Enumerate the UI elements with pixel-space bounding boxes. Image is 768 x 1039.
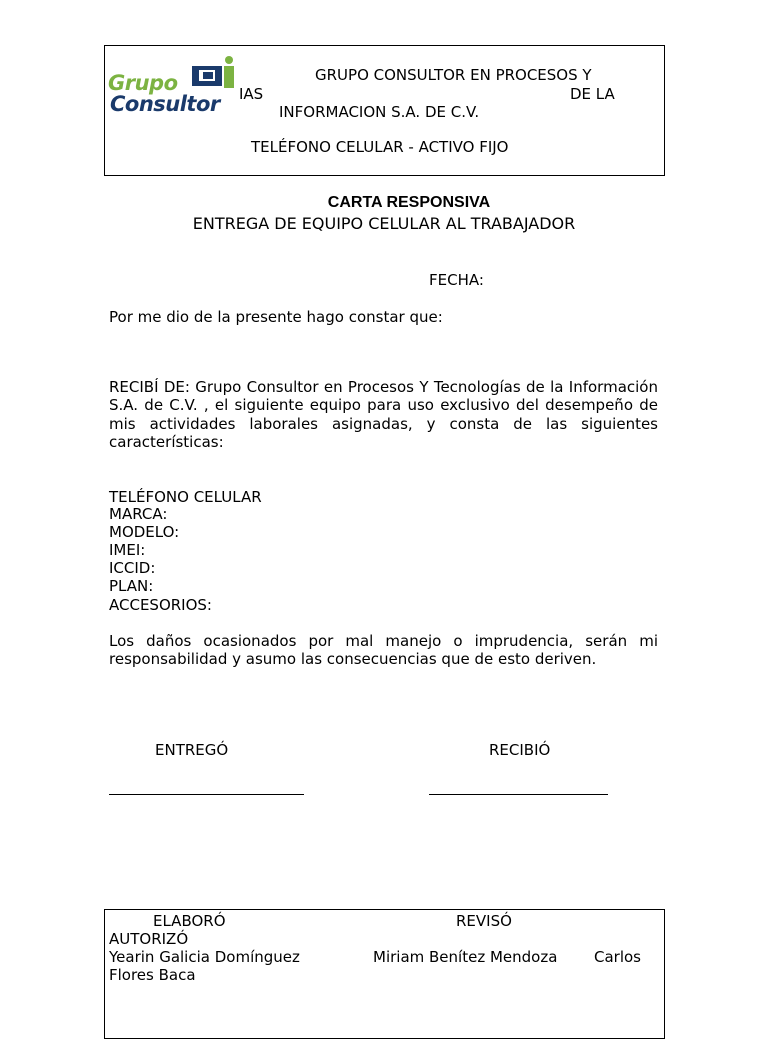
field-marca: MARCA:	[109, 505, 168, 523]
intro-text: Por me dio de la presente hago constar que:	[109, 308, 443, 326]
pci-logo-icon	[190, 56, 240, 96]
elaboro-label: ELABORÓ	[153, 912, 226, 930]
recibi-paragraph: RECIBÍ DE: Grupo Consultor en Procesos Y Tecnologías de la Información S.A. de C.V. , el siguiente equipo para uso exclusivo del desempeño de mis actividades laborales asignadas, y consta de las siguientes características:	[109, 378, 658, 451]
field-iccid: ICCID:	[109, 559, 156, 577]
fecha-label: FECHA:	[429, 271, 484, 289]
field-imei: IMEI:	[109, 541, 146, 559]
reviso-label: REVISÓ	[456, 912, 512, 930]
company-name-line1: GRUPO CONSULTOR EN PROCESOS Y	[315, 66, 592, 84]
autorizo-name-last: Flores Baca	[109, 966, 196, 984]
logo-grupo-text: Grupo	[108, 71, 178, 95]
damages-paragraph: Los daños ocasionados por mal manejo o imprudencia, serán mi responsabilidad y asumo las consecuencias que de esto deriven.	[109, 632, 658, 669]
autorizo-name-first: Carlos	[594, 948, 641, 966]
company-logo	[108, 56, 243, 116]
entrego-label: ENTREGÓ	[155, 741, 229, 759]
recibio-signature-line	[429, 794, 608, 795]
entrego-signature-line	[109, 794, 304, 795]
field-plan: PLAN:	[109, 577, 154, 595]
field-telefono: TELÉFONO CELULAR	[109, 488, 262, 506]
logo-consultor-text: Consultor	[110, 92, 220, 116]
reviso-name: Miriam Benítez Mendoza	[373, 948, 558, 966]
document-title: CARTA RESPONSIVA	[327, 194, 491, 211]
field-modelo: MODELO:	[109, 523, 180, 541]
company-name-fragment-right: DE LA	[570, 85, 615, 103]
autorizo-label: AUTORIZÓ	[109, 930, 189, 948]
document-subject: TELÉFONO CELULAR - ACTIVO FIJO	[251, 138, 509, 156]
company-name-line2: INFORMACION S.A. DE C.V.	[279, 103, 480, 121]
document-subtitle: ENTREGA DE EQUIPO CELULAR AL TRABAJADOR	[192, 214, 576, 233]
recibio-label: RECIBIÓ	[489, 741, 551, 759]
field-accesorios: ACCESORIOS:	[109, 596, 212, 614]
elaboro-name: Yearin Galicia Domínguez	[109, 948, 300, 966]
company-name-fragment-left: IAS	[239, 85, 264, 103]
